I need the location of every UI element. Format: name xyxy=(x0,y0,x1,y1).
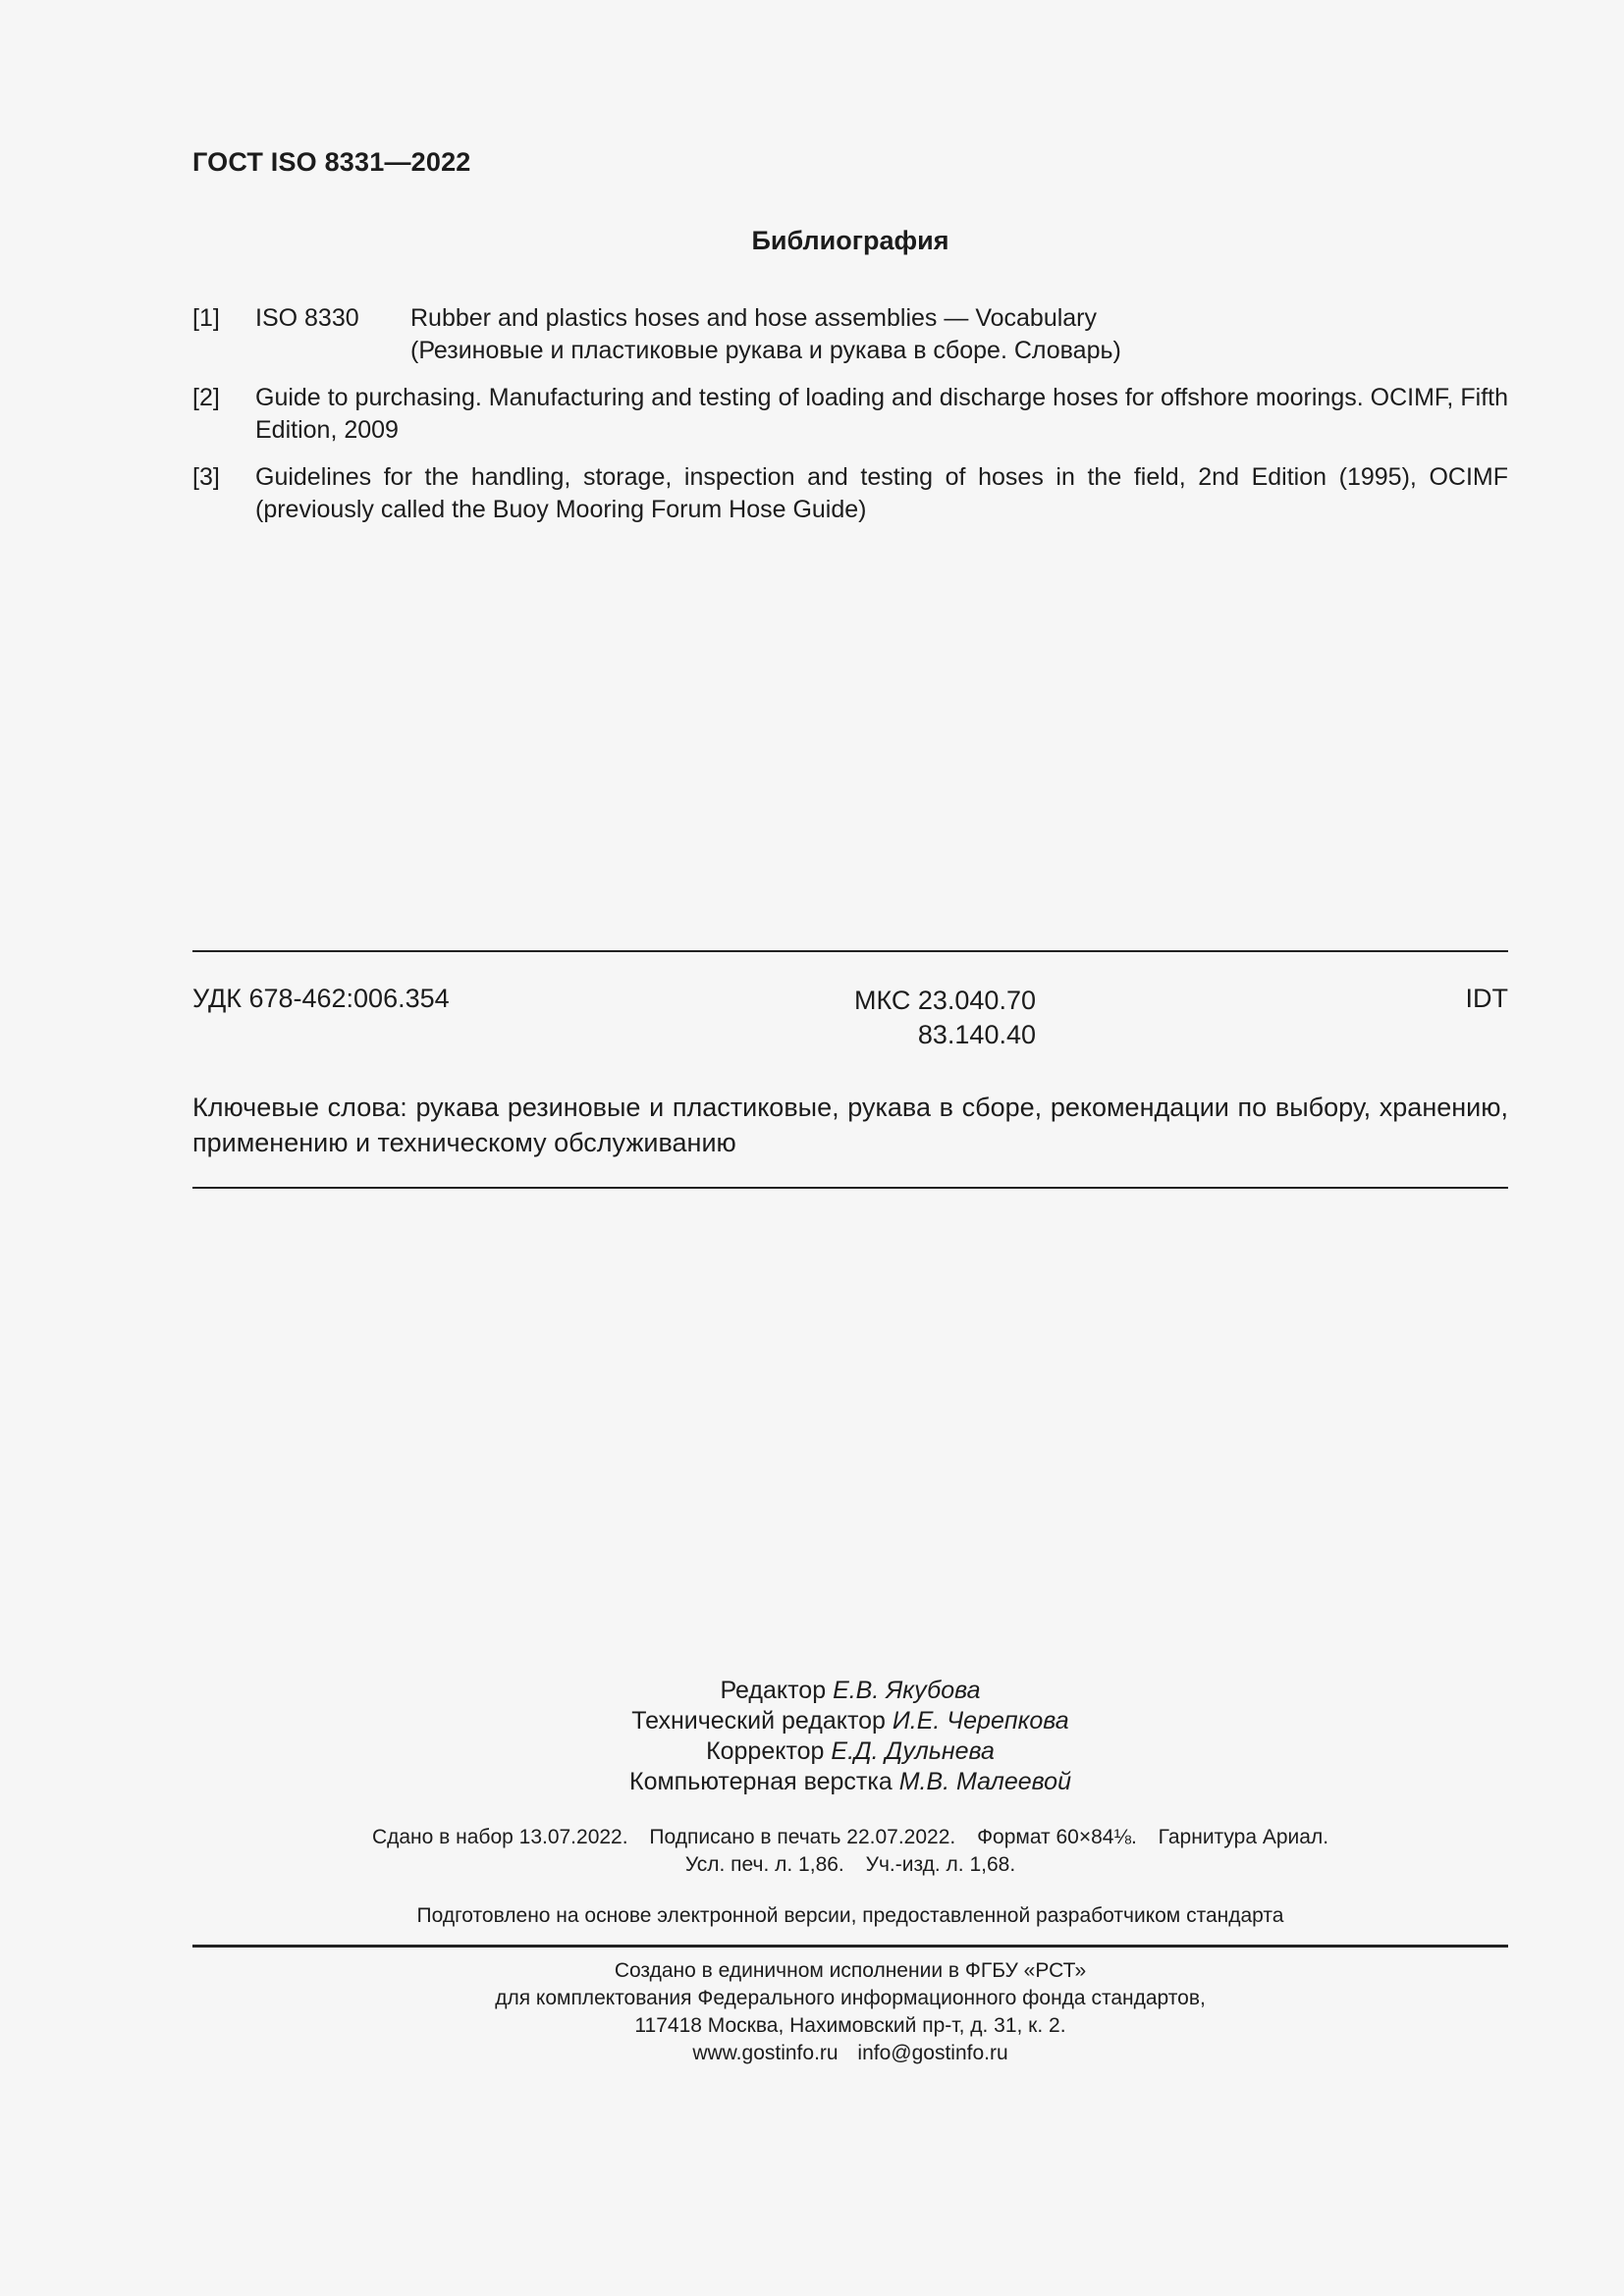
divider-bottom xyxy=(192,1945,1508,1948)
keywords: Ключевые слова: рукава резиновые и пластиковые, рукава в сборе, рекомендации по выбору, хранению, применению и техническому обслуживанию xyxy=(192,1093,1508,1157)
created-line-2: для комплектования Федерального информационного фонда стандартов, xyxy=(495,1987,1206,2009)
reference-title-ru: (Резиновые и пластиковые рукава и рукава в сборе. Словарь) xyxy=(410,337,1121,364)
email-link[interactable]: info@gostinfo.ru xyxy=(857,2042,1008,2064)
print-info-line-2 xyxy=(192,1851,1508,1879)
bibliography-item xyxy=(192,302,1508,367)
reference-number: [2] xyxy=(192,384,220,411)
document-code: ГОСТ ISO 8331—2022 xyxy=(192,147,471,177)
idt-label: IDT xyxy=(1465,984,1508,1013)
staff-role: Редактор xyxy=(720,1677,827,1704)
print-info-line-1 xyxy=(192,1824,1508,1851)
reference-number: [1] xyxy=(192,304,220,332)
bibliography-item xyxy=(192,461,1508,526)
staff-list xyxy=(192,1676,1508,1797)
udk-code: УДК 678-462:006.354 xyxy=(192,984,450,1013)
staff-editor xyxy=(192,1676,1508,1706)
reference-text: Guidelines for the handling, storage, inspection and testing of hoses in the field, 2nd Edition (1995), OCIMF (previously called the Buoy Mooring Forum Hose Guide) xyxy=(255,463,1508,523)
printed-sheets: Усл. печ. л. 1,86. xyxy=(684,1853,844,1876)
created-info xyxy=(192,1957,1508,2067)
staff-name: М.В. Малеевой xyxy=(898,1768,1071,1795)
reference-text xyxy=(410,302,1508,367)
reference-title-en: Rubber and plastics hoses and hose assemblies — Vocabulary xyxy=(410,304,1098,332)
prepared-note: Подготовлено на основе электронной версии, предоставленной разработчиком стандарта xyxy=(416,1904,1284,1927)
contacts xyxy=(192,2040,1508,2067)
created-line-1: Создано в единичном исполнении в ФГБУ «РСТ» xyxy=(614,1959,1087,1982)
mks-codes xyxy=(839,984,1036,1052)
paper-format: Формат 60×84⅛. xyxy=(977,1826,1137,1848)
staff-layout xyxy=(192,1767,1508,1797)
bibliography-item xyxy=(192,382,1508,447)
staff-name: Е.В. Якубова xyxy=(833,1677,981,1704)
publisher-sheets: Уч.-изд. л. 1,68. xyxy=(865,1853,1016,1876)
address: 117418 Москва, Нахимовский пр-т, д. 31, к. 2. xyxy=(634,2014,1066,2037)
mks-code-1: МКС 23.040.70 xyxy=(853,986,1036,1015)
typeface: Гарнитура Ариал. xyxy=(1158,1826,1329,1848)
staff-role: Корректор xyxy=(706,1737,825,1765)
signed-date: Подписано в печать 22.07.2022. xyxy=(649,1826,956,1848)
bibliography-title: Библиография xyxy=(751,226,949,255)
staff-proofreader xyxy=(192,1736,1508,1767)
staff-role: Компьютерная верстка xyxy=(629,1768,893,1795)
staff-name: Е.Д. Дульнева xyxy=(831,1737,995,1765)
divider-top xyxy=(192,950,1508,952)
divider-keywords xyxy=(192,1187,1508,1189)
submitted-date: Сдано в набор 13.07.2022. xyxy=(371,1826,628,1848)
staff-name: И.Е. Черепкова xyxy=(892,1707,1069,1735)
staff-role: Технический редактор xyxy=(631,1707,886,1735)
reference-number: [3] xyxy=(192,463,220,491)
print-info xyxy=(192,1824,1508,1879)
website-link[interactable]: www.gostinfo.ru xyxy=(692,2042,839,2064)
mks-code-2: 83.140.40 xyxy=(917,1020,1036,1049)
reference-text: Guide to purchasing. Manufacturing and testing of loading and discharge hoses for offshore moorings. OCIMF, Fifth Edition, 2009 xyxy=(255,384,1508,444)
reference-code: ISO 8330 xyxy=(255,304,359,332)
staff-tech-editor xyxy=(192,1706,1508,1736)
